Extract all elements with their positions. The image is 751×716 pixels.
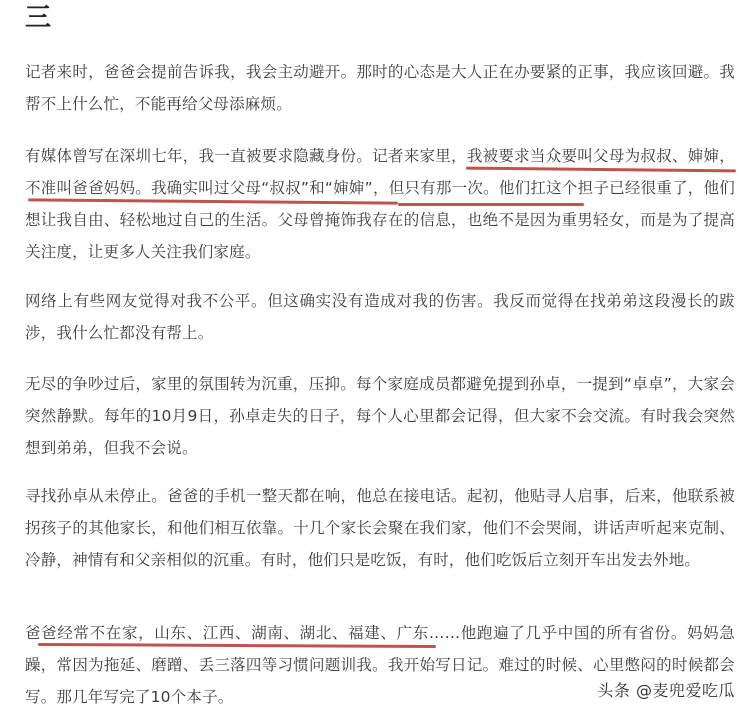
red-underline-annotation [398, 203, 584, 206]
paragraph-2: 有媒体曾写在深圳七年，我一直被要求隐藏身份。记者来家里，我被要求当众要叫父母为叔叔、婶婶，不准叫爸爸妈妈。我确实叫过父母“叔叔”和“婶婶”，但只有那一次。他们扛这个担子已经很重了，他们想让我自由、轻松地过自己的生活。父母曾掩饰我存在的信息，也绝不是因为重男轻女，而是为了提高关注度，让更多人关注我们家庭。 [25, 147, 735, 261]
paragraph-6: 爸爸经常不在家，山东、江西、湖南、湖北、福建、广东……他跑遍了几乎中国的所有省份。妈妈急躁，常因为拖延、磨蹭、丢三落四等习惯问题训我。我开始写日记。难过的时候、心里憋闷的时候都会写。那几年写完了10个本子。 [25, 624, 735, 706]
paragraph-4: 无尽的争吵过后，家里的氛围转为沉重，压抑。每个家庭成员都避免提到孙卓，一提到“卓卓”，大家会突然静默。每年的10月9日，孙卓走失的日子，每个人心里都会记得，但大家不会交流。有时我会突然想到弟弟，但我不会说。 [25, 375, 735, 457]
paragraph-3: 网络上有些网友觉得对我不公平。但这确实没有造成对我的伤害。我反而觉得在找弟弟这段漫长的跋涉，我什么忙都没有帮上。 [25, 292, 735, 342]
watermark: 头条 @麦兜爱吃瓜 [597, 681, 735, 700]
section-heading: 三 [25, 3, 52, 33]
paragraph-1: 记者来时，爸爸会提前告诉我，我会主动避开。那时的心态是大人正在办要紧的正事，我应该回避。我帮不上什么忙，不能再给父母添麻烦。 [25, 63, 735, 113]
paragraph-5: 寻找孙卓从未停止。爸爸的手机一整天都在响，他总在接电话。起初，他贴寻人启事，后来，他联系被拐孩子的其他家长，和他们相互依靠。十几个家长会聚在我们家，他们不会哭闹，讲话声听起来克制、冷静，神情有和父亲相似的沉重。有时，他们只是吃饭，有时，他们吃饭后立刻开车出发去外地。 [25, 487, 735, 569]
